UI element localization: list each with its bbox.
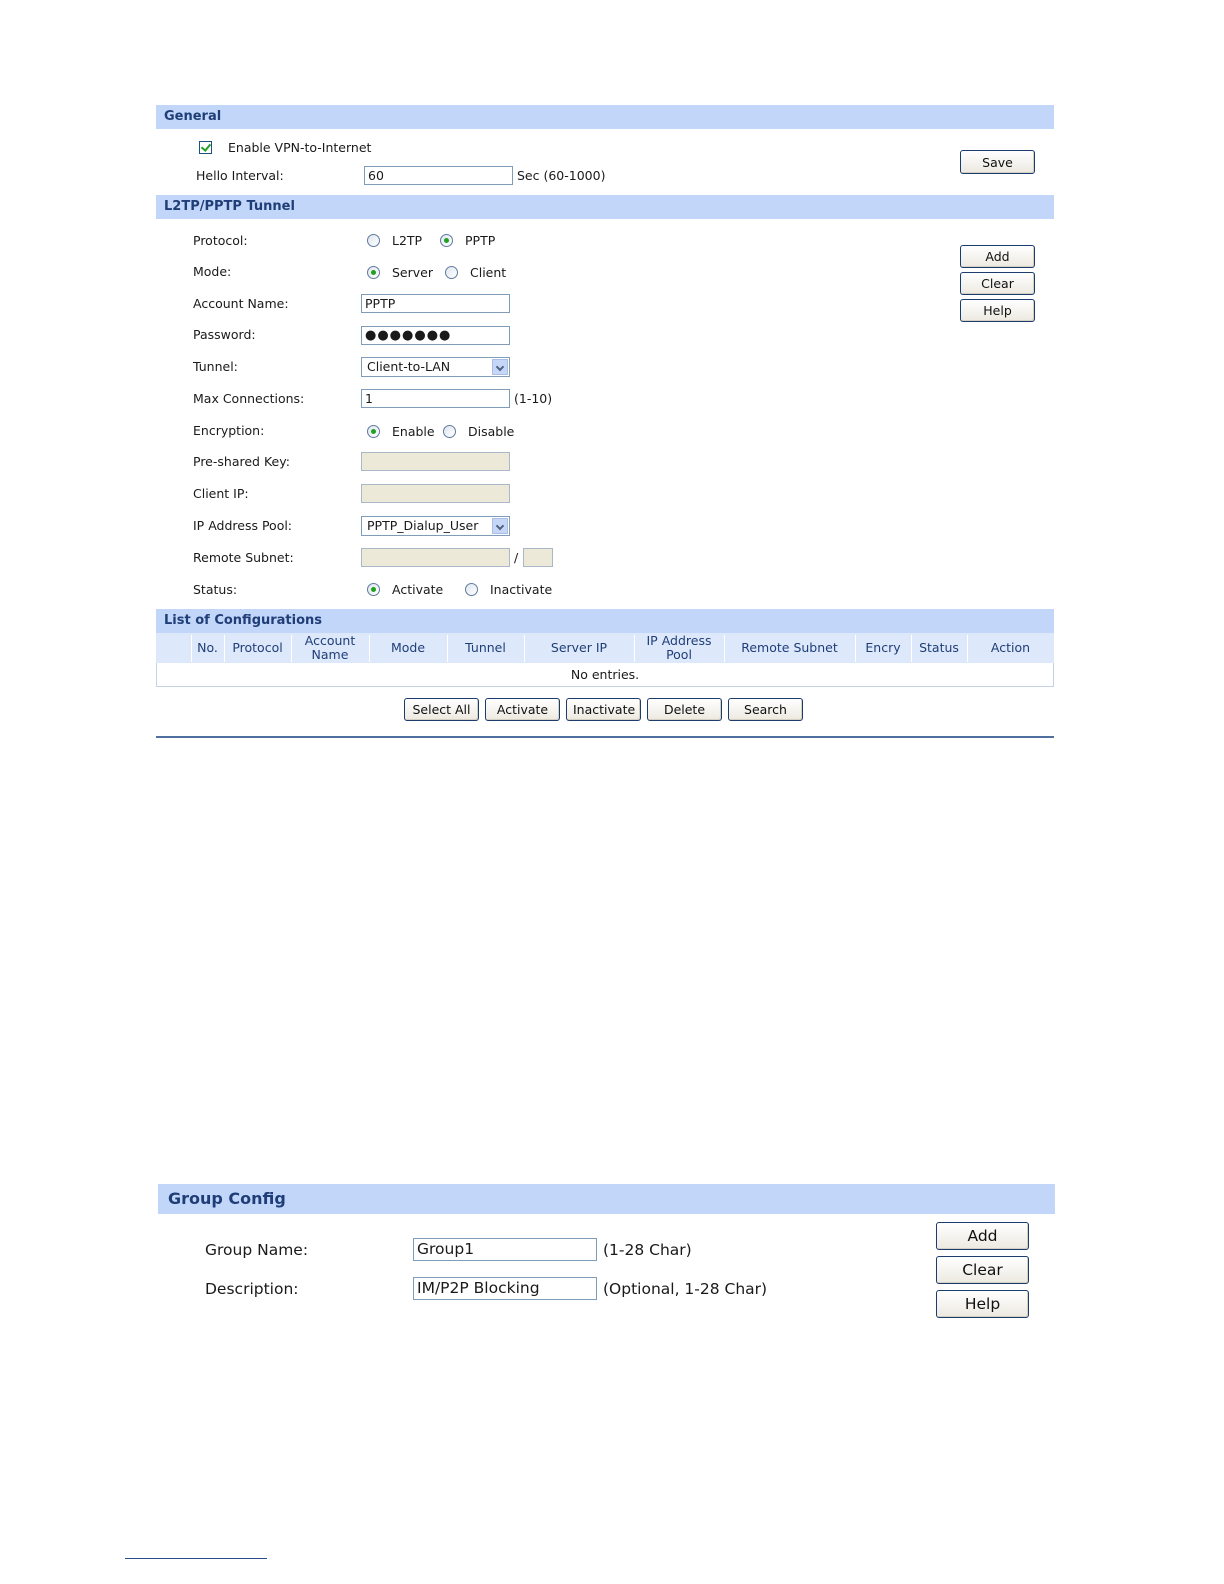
column-divider <box>634 635 635 662</box>
mode-label: Mode: <box>193 264 232 279</box>
general-section-header <box>156 105 1054 129</box>
bottom-divider <box>156 736 1054 738</box>
group-description-input[interactable]: IM/P2P Blocking <box>413 1277 597 1300</box>
hello-interval-input[interactable]: 60 <box>364 166 513 185</box>
remote-subnet-mask-input <box>523 548 553 567</box>
group-add-button[interactable]: Add <box>936 1222 1029 1250</box>
tunnel-section-title: L2TP/PPTP Tunnel <box>164 199 295 214</box>
group-name-label: Group Name: <box>205 1241 309 1259</box>
column-header-encry: Encry <box>865 640 901 655</box>
account-name-input[interactable]: PPTP <box>361 294 510 313</box>
protocol-label: Protocol: <box>193 233 248 248</box>
no-entries-text: No entries. <box>570 667 640 682</box>
client-ip-label: Client IP: <box>193 486 249 501</box>
select-all-button[interactable]: Select All <box>404 698 479 721</box>
hello-interval-label: Hello Interval: <box>196 168 284 183</box>
group-help-button[interactable]: Help <box>936 1290 1029 1318</box>
mode-server-label: Server <box>392 265 433 280</box>
column-header-server-ip: Server IP <box>550 640 608 655</box>
table-empty-row <box>156 663 1054 687</box>
protocol-l2tp-label: L2TP <box>392 233 423 248</box>
remote-subnet-input <box>361 548 510 567</box>
group-description-label: Description: <box>205 1280 299 1298</box>
footnote-rule <box>125 1558 267 1559</box>
tunnel-select-value: Client-to-LAN <box>367 359 451 374</box>
mode-server-radio[interactable] <box>367 266 380 279</box>
column-header-mode: Mode <box>390 640 426 655</box>
column-header-ip-pool: IP Address Pool <box>646 633 712 662</box>
tunnel-select[interactable] <box>361 357 510 377</box>
column-header-checkbox <box>156 633 191 663</box>
tunnel-section-header <box>156 195 1054 219</box>
encryption-enable-radio[interactable] <box>367 425 380 438</box>
status-activate-label: Activate <box>392 582 444 597</box>
column-header-no: No. <box>197 640 218 655</box>
tunnel-label: Tunnel: <box>193 359 238 374</box>
enable-vpn-label: Enable VPN-to-Internet <box>228 140 372 155</box>
column-header-protocol: Protocol <box>232 640 283 655</box>
column-divider <box>291 635 292 662</box>
password-input[interactable]: ●●●●●●● <box>361 326 510 345</box>
general-section-title: General <box>164 109 222 124</box>
column-header-action: Action <box>990 640 1031 655</box>
inactivate-button[interactable]: Inactivate <box>566 698 641 721</box>
group-name-input[interactable]: Group1 <box>413 1238 597 1261</box>
client-ip-input <box>361 484 510 503</box>
encryption-enable-label: Enable <box>392 424 435 439</box>
encryption-disable-radio[interactable] <box>443 425 456 438</box>
group-name-hint: (1-28 Char) <box>603 1241 692 1259</box>
group-clear-button[interactable]: Clear <box>936 1256 1029 1284</box>
status-inactivate-label: Inactivate <box>490 582 553 597</box>
ip-pool-select[interactable] <box>361 516 510 536</box>
chevron-down-icon[interactable] <box>492 518 508 534</box>
group-description-hint: (Optional, 1-28 Char) <box>603 1280 768 1298</box>
mode-client-label: Client <box>470 265 507 280</box>
search-button[interactable]: Search <box>728 698 803 721</box>
protocol-l2tp-radio[interactable] <box>367 234 380 247</box>
preshared-key-label: Pre-shared Key: <box>193 454 290 469</box>
status-inactivate-radio[interactable] <box>465 583 478 596</box>
column-header-tunnel: Tunnel <box>465 640 506 655</box>
max-connections-hint: (1-10) <box>514 391 553 406</box>
column-header-remote-subnet: Remote Subnet <box>741 640 838 655</box>
column-header-account-name: Account Name <box>304 633 356 662</box>
mode-client-radio[interactable] <box>445 266 458 279</box>
remote-subnet-label: Remote Subnet: <box>193 550 294 565</box>
max-connections-input[interactable]: 1 <box>361 389 510 408</box>
encryption-label: Encryption: <box>193 423 265 438</box>
group-section-header <box>158 1184 1055 1214</box>
tunnel-help-button[interactable]: Help <box>960 299 1035 322</box>
ip-pool-label: IP Address Pool: <box>193 518 293 533</box>
status-label: Status: <box>193 582 238 597</box>
protocol-pptp-label: PPTP <box>465 233 496 248</box>
password-label: Password: <box>193 327 256 342</box>
delete-button[interactable]: Delete <box>647 698 722 721</box>
tunnel-clear-button[interactable]: Clear <box>960 272 1035 295</box>
save-button[interactable]: Save <box>960 150 1035 174</box>
hello-interval-hint: Sec (60-1000) <box>517 168 606 183</box>
encryption-disable-label: Disable <box>468 424 515 439</box>
list-section-title: List of Configurations <box>164 613 323 628</box>
status-activate-radio[interactable] <box>367 583 380 596</box>
preshared-key-input <box>361 452 510 471</box>
chevron-down-icon[interactable] <box>492 359 508 375</box>
group-section-title: Group Config <box>168 1189 286 1208</box>
column-header-status: Status <box>919 640 959 655</box>
remote-subnet-separator: / <box>514 550 519 565</box>
list-section-header <box>156 609 1054 633</box>
account-name-label: Account Name: <box>193 296 289 311</box>
enable-vpn-checkbox[interactable] <box>199 141 212 154</box>
ip-pool-select-value: PPTP_Dialup_User <box>367 518 479 533</box>
protocol-pptp-radio[interactable] <box>440 234 453 247</box>
max-connections-label: Max Connections: <box>193 391 305 406</box>
tunnel-add-button[interactable]: Add <box>960 245 1035 268</box>
activate-button[interactable]: Activate <box>485 698 560 721</box>
